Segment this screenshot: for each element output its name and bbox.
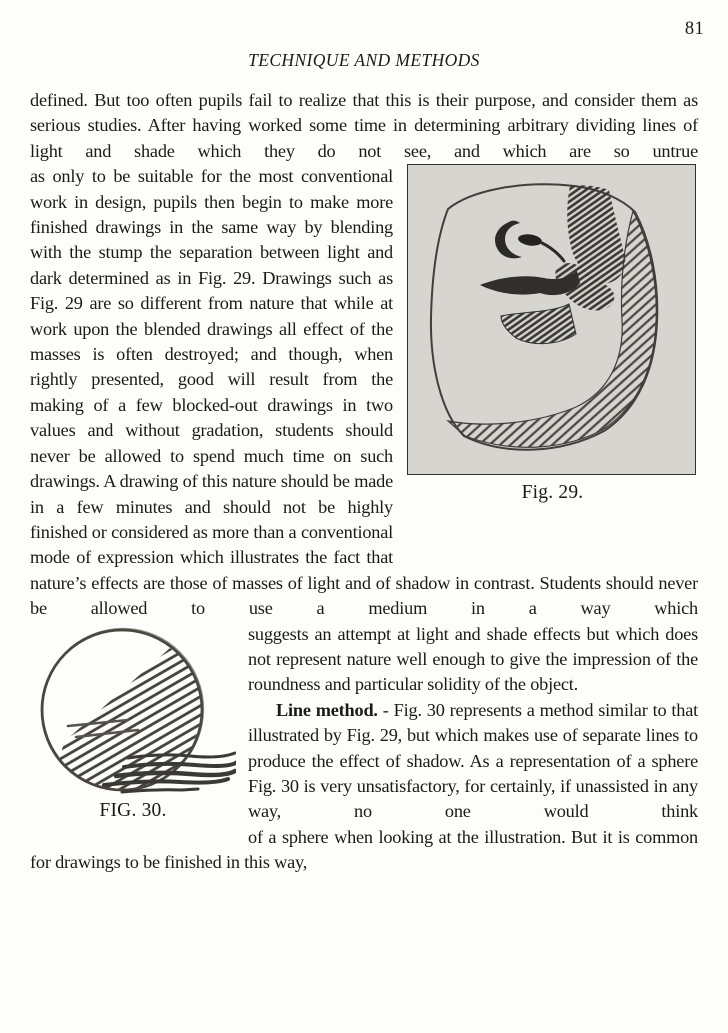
figure-30: [30, 624, 236, 823]
fig30-caption: FIG. 30.: [99, 799, 167, 821]
paragraph-beside-fig29: as only to be suitable for the most conventional work in design, pupils then begin to make more finished drawings in the same way by blending with the stump the separation between light and dark determined as in Fig. 29. Drawings such as Fig. 29 are so different from nature that while at work upon the blended drawings all effect of the masses is often destroyed; and though, when rightly presented, good will result from the making of a few blocked-out drawings in two values and without gradation, students should never be allowed to spend much time on such drawings. A drawing of this nature should be made in a few minutes and should not be highly: [30, 166, 393, 517]
paragraph-full-width: finished or considered as more than a conventional mode of expression which illustrates the fact that nature’s effects are those of masses of light and of shadow in contrast. Students should never be allowed to use a medium in a way which: [30, 521, 698, 619]
fig29-face-study: [431, 185, 657, 450]
paragraph-intro: defined. But too often pupils fail to realize that this is their purpose, and consider them as serious studies. After having worked some time in determining arbitrary dividing lines of light and shade which they do not see, and which are so untrue: [30, 90, 698, 161]
running-head: TECHNIQUE AND METHODS: [248, 50, 480, 70]
paragraph-beside-fig30: suggests an attempt at light and shade effects but which does not represent nature well enough to give the impression of the roundness and particular solidity of the object.: [248, 623, 698, 695]
line-method-text: - Fig. 30 represents a method similar to that illustrated by Fig. 29, but which makes use of separate lines to produce the effect of shadow. As a representation of a sphere Fig. 30 is very unsatisfactory, for certainly, if unassisted in any way, no one would think: [248, 699, 698, 822]
fig30-drawing: [30, 624, 236, 796]
figure-29: [407, 164, 698, 505]
page-body: [30, 88, 698, 876]
paragraph-closing: of a sphere when looking at the illustration. But it is common for drawings to be finished in this way,: [30, 826, 698, 873]
line-method-label: Line method.: [276, 699, 378, 720]
fig29-caption: Fig. 29.: [521, 482, 584, 504]
page-number: 81: [684, 19, 704, 39]
fig29-drawing: [407, 164, 696, 475]
fig30-sphere: [42, 628, 236, 796]
